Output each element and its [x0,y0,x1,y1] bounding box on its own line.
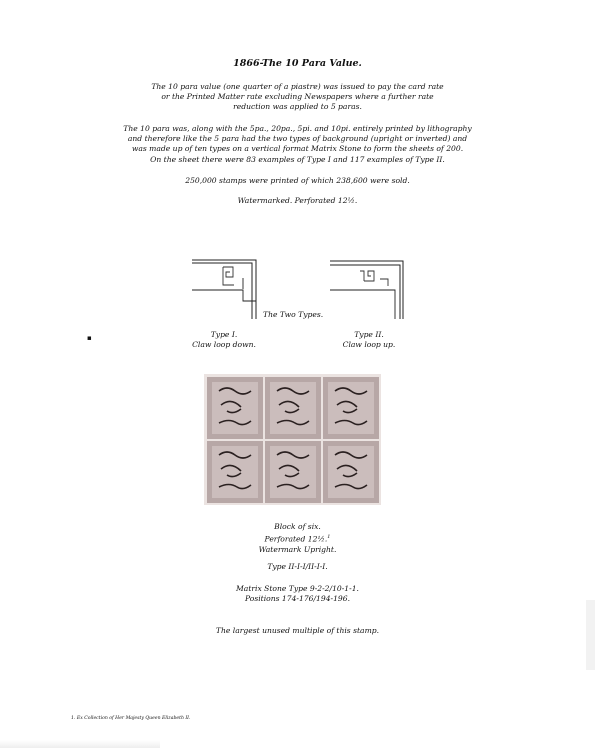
stamp [207,441,263,503]
perforation-text: Perforated 12½. [264,534,328,544]
type-1-illustration [190,257,264,319]
details-line: and therefore like the 5 para had the two types of background (upright or inverted) and [127,134,468,144]
type-2-caption [314,330,424,350]
intro-line: reduction was applied to 5 paras. [233,102,362,112]
page-title: 1866-The 10 Para Value. [233,58,362,69]
stamp [323,377,379,439]
watermark-line: Watermark Upright. [258,544,337,554]
stray-mark: ▪ [87,334,92,342]
block-caption-line: Block of six. [274,522,321,531]
block-types: Type II-I-I/II-I-I. [267,562,328,571]
details-line: On the sheet there were 83 examples of Type I and 117 examples of Type II. [150,154,445,164]
largest-multiple-note: The largest unused multiple of this stamp. [215,626,380,635]
stamp [207,377,263,439]
stamp-block-image [204,374,381,505]
type-1-desc: Claw loop down. [192,340,256,349]
details-line: The 10 para was, along with the 5pa., 20pa., 5pi. and 10pi. entirely printed by lithography [123,124,472,133]
footnote-marker: 1 [327,534,331,541]
block-caption [0,522,595,555]
intro-line: or the Printed Matter rate excluding Newspapers where a further rate [161,92,434,102]
type-1-caption [169,330,279,350]
matrix-info [0,584,595,604]
type-1-name: Type I. [210,330,238,339]
page-edge-shadow [586,600,595,670]
matrix-line: Matrix Stone Type 9-2-2/10-1-1. [236,584,359,593]
type-2-illustration [330,257,404,319]
printed-count: 250,000 stamps were printed of which 238,600 were sold. [185,176,410,185]
details-line: was made up of ten types on a vertical format Matrix Stone to form the sheets of 200. [131,144,464,154]
details-paragraph [0,124,595,165]
two-types-label: The Two Types. [263,310,324,319]
stamp [265,441,321,503]
positions-line: Positions 174-176/194-196. [244,594,351,604]
bottom-edge-shadow [0,740,160,748]
intro-paragraph [0,82,595,113]
watermark-note: Watermarked. Perforated 12½. [237,196,358,205]
type-2-desc: Claw loop up. [342,340,396,349]
perforation-line [0,532,595,545]
intro-line: The 10 para value (one quarter of a piastre) was issued to pay the card rate [151,82,444,91]
footnote: 1. Ex Collection of Her Majesty Queen Elizabeth II. [71,716,191,721]
stamp [265,377,321,439]
stamp [323,441,379,503]
type-2-name: Type II. [354,330,384,339]
